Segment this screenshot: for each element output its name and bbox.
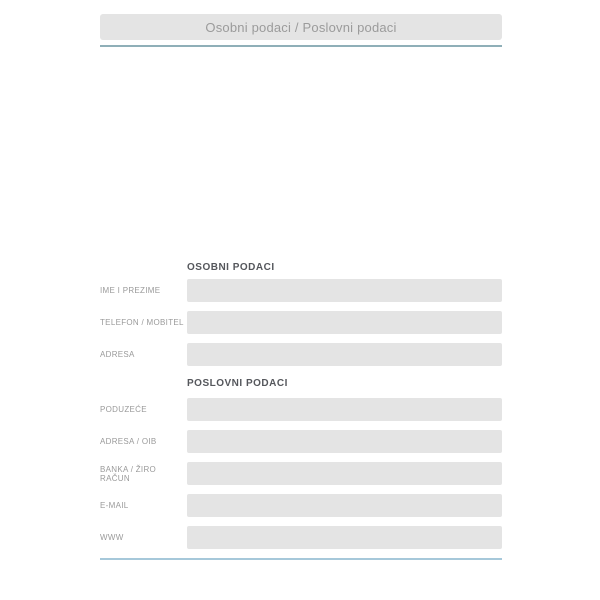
field-label-adresa: ADRESA bbox=[100, 350, 135, 359]
form-row bbox=[100, 462, 502, 485]
input-adresa-oib[interactable] bbox=[187, 430, 502, 453]
header-tab[interactable] bbox=[100, 14, 502, 40]
input-banka-ziro-racun[interactable] bbox=[187, 462, 502, 485]
header-tab-label: Osobni podaci / Poslovni podaci bbox=[205, 19, 397, 35]
input-telefon-mobitel[interactable] bbox=[187, 311, 502, 334]
form-content bbox=[100, 262, 502, 560]
field-label-banka-ziro-racun: BANKA / ŽIRO RAČUN bbox=[100, 464, 157, 483]
bottom-divider bbox=[100, 558, 502, 560]
section-title-poslovni-podaci: POSLOVNI PODACI bbox=[187, 378, 288, 389]
form-row bbox=[100, 526, 502, 549]
section-title-osobni-podaci: OSOBNI PODACI bbox=[187, 262, 275, 273]
section-poslovni-podaci bbox=[100, 378, 502, 549]
field-label-telefon-mobitel: TELEFON / MOBITEL bbox=[100, 318, 184, 327]
field-label-ime-i-prezime: IME I PREZIME bbox=[100, 286, 161, 295]
input-ime-i-prezime[interactable] bbox=[187, 279, 502, 302]
form-row bbox=[100, 343, 502, 366]
field-label-www: WWW bbox=[100, 533, 124, 542]
input-adresa[interactable] bbox=[187, 343, 502, 366]
form-row bbox=[100, 311, 502, 334]
top-divider bbox=[100, 45, 502, 47]
field-label-adresa-oib: ADRESA / OIB bbox=[100, 437, 157, 446]
field-label-email: E-MAIL bbox=[100, 501, 129, 510]
form-row bbox=[100, 279, 502, 302]
input-email[interactable] bbox=[187, 494, 502, 517]
section-osobni-podaci bbox=[100, 262, 502, 366]
field-label-poduzece: PODUZEĆE bbox=[100, 405, 147, 414]
input-www[interactable] bbox=[187, 526, 502, 549]
form-row bbox=[100, 430, 502, 453]
form-row bbox=[100, 494, 502, 517]
input-poduzece[interactable] bbox=[187, 398, 502, 421]
form-row bbox=[100, 398, 502, 421]
